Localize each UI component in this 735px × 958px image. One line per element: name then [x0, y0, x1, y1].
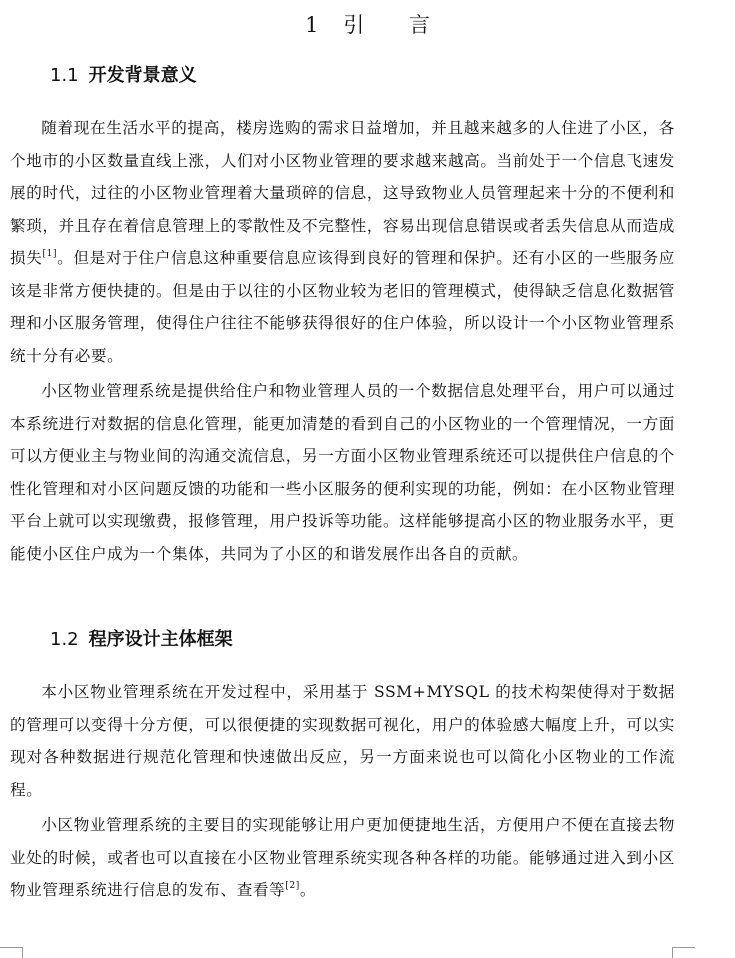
page-margin-corner-mark-right [672, 947, 695, 958]
chapter-title-char-2: 言 [408, 13, 430, 37]
paragraph-text: 小区物业管理系统的主要目的实现能够让用户更加便捷地生活，方便用户不便在直接去物业处的时候，或者也可以直接在小区物业管理系统实现各种各样的功能。能够通过进入到小区物业管理系统进行信息的发布、查看等 [10, 816, 675, 899]
body-paragraph-2: 小区物业管理系统是提供给住户和物业管理人员的一个数据信息处理平台，用户可以通过本系统进行对数据的信息化管理，能更加清楚的看到自己的小区物业的一个管理情况，一方面可以方便业主与物业间的沟通交流信息，另一方面小区物业管理系统还可以提供住户信息的个性化管理和对小区问题反馈的功能和一些小区服务的便利实现的功能，例如：在小区物业管理平台上就可以实现缴费，报修管理，用户投诉等功能。这样能够提高小区的物业服务水平，更能使小区住户成为一个集体，共同为了小区的和谐发展作出各自的贡献。 [10, 382, 675, 563]
section-heading-1-2 [50, 627, 233, 653]
section-number: 1.2 [50, 629, 79, 650]
page-margin-corner-mark-left [0, 947, 23, 958]
citation-reference: [1] [42, 249, 58, 259]
body-paragraph-1 [10, 112, 675, 372]
body-paragraph-4 [10, 809, 675, 907]
section-number: 1.1 [50, 65, 79, 86]
chapter-title [0, 10, 735, 40]
citation-reference: [2] [285, 881, 300, 891]
paragraph-text: 随着现在生活水平的提高，楼房选购的需求日益增加，并且越来越多的人住进了小区，各个地市的小区数量直线上涨，人们对小区物业管理的要求越来越高。当前处于一个信息飞速发展的时代，过往的小区物业管理着大量琐碎的信息，这导致物业人员管理起来十分的不便利和繁琐，并且存在着信息管理上的零散性及不完整性，容易出现信息错误或者丢失信息从而造成损失 [10, 119, 675, 267]
paragraph-text: 。但是对于住户信息这种重要信息应该得到良好的管理和保护。还有小区的一些服务应该是非常方便快捷的。但是由于以往的小区物业较为老旧的管理模式，使得缺乏信息化数据管理和小区服务管理，使得住户往往不能够获得很好的住户体验，所以设计一个小区物业管理系统十分有必要。 [10, 249, 675, 365]
body-paragraph-3: 本小区物业管理系统在开发过程中，采用基于 SSM+MYSQL 的技术构架使得对于数据的管理可以变得十分方便，可以很便捷的实现数据可视化，用户的体验感大幅度上升，可以实现对各种数据进行规范化管理和快速做出反应，另一方面来说也可以简化小区物业的工作流程。 [10, 683, 675, 799]
section-title-text: 程序设计主体框架 [88, 629, 233, 650]
paragraph-text: 。 [299, 881, 317, 899]
section-heading-1-1 [50, 63, 197, 89]
chapter-number: 1 [305, 13, 319, 37]
chapter-title-char-1: 引 [343, 13, 365, 37]
section-title-text: 开发背景意义 [88, 65, 197, 86]
